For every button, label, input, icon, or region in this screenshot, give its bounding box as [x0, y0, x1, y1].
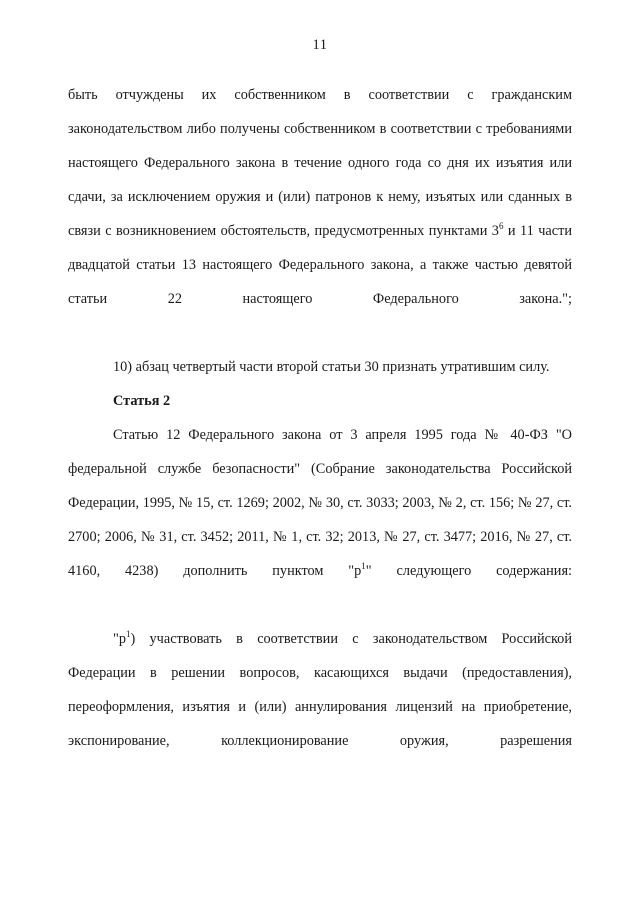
superscript-marker-1-item: 1	[126, 629, 131, 640]
paragraph-new-item-r1	[68, 622, 572, 792]
paragraph-article-2-text-part2: " следующего содержания:	[365, 563, 572, 579]
paragraph-article-2-text-part1: Статью 12 Федерального закона от 3 апреля 1995 года № 40-ФЗ "О федеральной службе безопасности" (Собрание законодательства Российской Федерации, 1995, № 15, ст. 1269; 2002, № 30, ст. 3033; 2003, № 2, ст. 156; № 27, ст. 2700; 2006, № 31, ст. 3452; 2011, № 1, ст. 32; 2013, № 27, ст. 3477; 2016, № 27, ст. 4160, 4238) дополнить пунктом "р	[68, 427, 572, 579]
heading-article-2	[68, 384, 572, 418]
superscript-marker-1-intro: 1	[361, 561, 366, 572]
superscript-marker-6: 6	[498, 221, 504, 232]
page-number: 11	[312, 37, 328, 53]
paragraph-continuation-text-part1: быть отчуждены их собственником в соответствии с гражданским законодательством либо получены собственником в соответствии с требованиями настоящего Федерального закона в течение одного года со дня их изъятия или сдачи, за исключением оружия и (или) патронов к нему, изъятых или сданных в связи с возникновением обстоятельств, предусмотренных пунктами 3	[68, 87, 572, 239]
paragraph-r1-open-quote: "р	[113, 631, 126, 647]
paragraph-item-10	[68, 350, 572, 384]
paragraph-continuation-text-part2: и 11 части двадцатой статьи 13 настоящего Федерального закона, а также частью девятой статьи 22 настоящего Федерального закона.";	[68, 223, 572, 307]
document-body	[68, 78, 572, 792]
paragraph-continuation	[68, 78, 572, 350]
heading-article-2-text: Статья 2	[113, 393, 171, 409]
paragraph-item-10-text: 10) абзац четвертый части второй статьи 30 признать утратившим силу.	[113, 359, 550, 375]
paragraph-r1-text: ) участвовать в соответствии с законодательством Российской Федерации в решении вопросов, касающихся выдачи (предоставления), переоформления, изъятия и (или) аннулирования лицензий на приобретение, экспонирование, коллекционирование оружия, разрешения	[68, 631, 572, 749]
paragraph-article-2-intro	[68, 418, 572, 622]
